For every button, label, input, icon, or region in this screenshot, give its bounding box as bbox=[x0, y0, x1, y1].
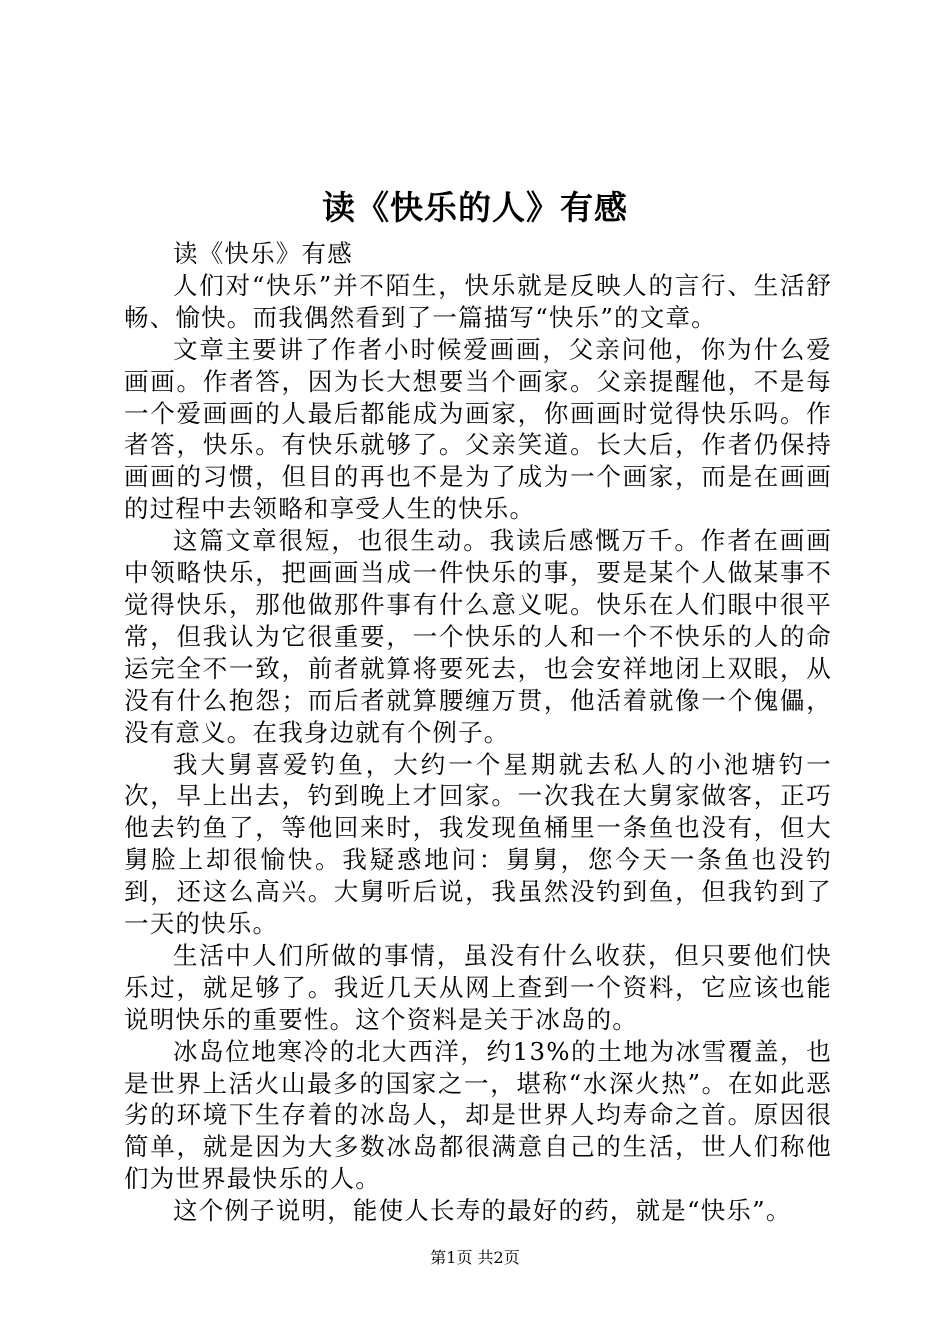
document-title: 读《快乐的人》有感 bbox=[322, 188, 628, 227]
body-paragraph: 这篇文章很短，也很生动。我读后感慨万千。作者在画画中领略快乐，把画画当成一件快乐的事，要是某个人做某事不觉得快乐，那他做那件事有什么意义呢。快乐在人们眼中很平常，但我认为它很重要，一个快乐的人和一个不快乐的人的命运完全不一致，前者就算将要死去，也会安祥地闭上双眼，从没有什么抱怨；而后者就算腰缠万贯，他活着就像一个傀儡，没有意义。在我身边就有个例子。 bbox=[124, 526, 832, 747]
subtitle-paragraph: 读《快乐》有感 bbox=[173, 239, 353, 268]
body-paragraph: 我大舅喜爱钓鱼，大约一个星期就去私人的小池塘钓一次，早上出去，钓到晚上才回家。一次我在大舅家做客，正巧他去钓鱼了，等他回来时，我发现鱼桶里一条鱼也没有，但大舅脸上却很愉快。我疑惑地问：舅舅，您今天一条鱼也没钓到，还这么高兴。大舅听后说，我虽然没钓到鱼，但我钓到了一天的快乐。 bbox=[124, 749, 832, 939]
page-number-footer: 第1页 共2页 bbox=[430, 1248, 520, 1267]
body-paragraph: 这个例子说明，能使人长寿的最好的药，就是“快乐”。 bbox=[173, 1196, 792, 1226]
document-body bbox=[124, 238, 832, 1227]
body-paragraph: 人们对“快乐”并不陌生，快乐就是反映人的言行、生活舒畅、愉快。而我偶然看到了一篇描写“快乐”的文章。 bbox=[124, 270, 832, 332]
body-paragraph: 文章主要讲了作者小时候爱画画，父亲问他，你为什么爱画画。作者答，因为长大想要当个画家。父亲提醒他，不是每一个爱画画的人最后都能成为画家，你画画时觉得快乐吗。作者答，快乐。有快乐就够了。父亲笑道。长大后，作者仍保持画画的习惯，但目的再也不是为了成为一个画家，而是在画画的过程中去领略和享受人生的快乐。 bbox=[124, 334, 832, 524]
body-paragraph: 生活中人们所做的事情，虽没有什么收获，但只要他们快乐过，就足够了。我近几天从网上查到一个资料，它应该也能说明快乐的重要性。这个资料是关于冰岛的。 bbox=[124, 940, 832, 1034]
body-paragraph: 冰岛位地寒冷的北大西洋，约13%的土地为冰雪覆盖，也是世界上活火山最多的国家之一，堪称“水深火热”。在如此恶劣的环境下生存着的冰岛人，却是世界人均寿命之首。原因很简单，就是因为大多数冰岛都很满意自己的生活，世人们称他们为世界最快乐的人。 bbox=[124, 1036, 832, 1194]
